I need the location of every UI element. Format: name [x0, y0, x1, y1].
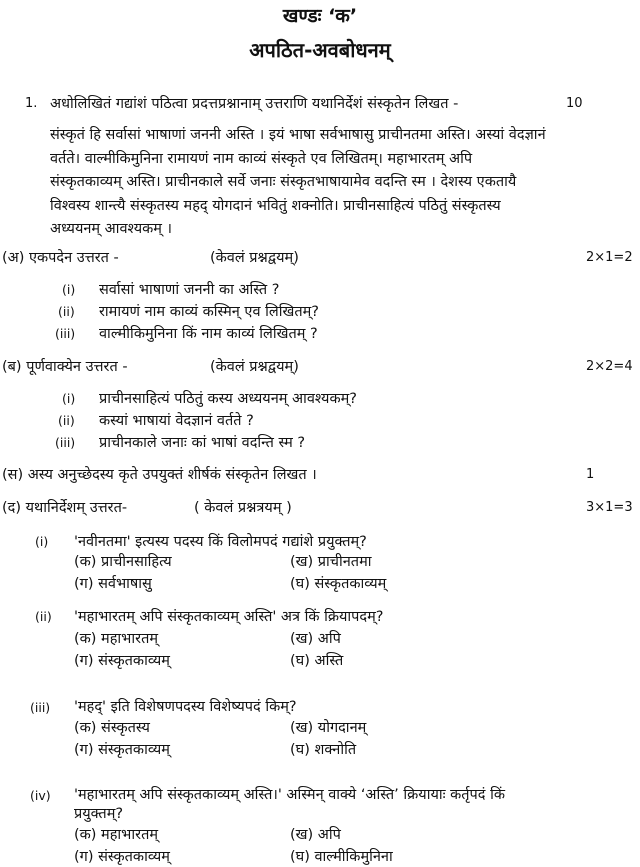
option-ga: (ग) संस्कृतकाव्यम्	[74, 742, 170, 758]
option-ka: (क) महाभारतम्	[74, 827, 159, 843]
section-d-note: ( केवलं प्रश्नत्रयम् )	[194, 500, 292, 516]
section-a-item-text: रामायणं नाम काव्यं कस्मिन् एव लिखितम्?	[99, 304, 319, 320]
passage-line: संस्कृतकाव्यम् अस्ति। प्राचीनकाले सर्वे जनाः संस्कृतभाषायामेव वदन्ति स्म । देशस्य एकतायै	[50, 174, 517, 190]
option-kha: (ख) प्राचीनतमा	[290, 554, 372, 570]
section-a-item-num: (iii)	[55, 326, 76, 341]
section-d-item-num: (iii)	[30, 700, 51, 715]
question-number: 1.	[25, 96, 38, 111]
section-b-item-num: (i)	[62, 391, 76, 406]
section-b-marks: 2×2=4	[586, 359, 633, 374]
section-a-note: (केवलं प्रश्नद्वयम्)	[210, 250, 299, 266]
option-kha: (ख) योगदानम्	[290, 720, 367, 736]
passage-line: वर्तते। वाल्मीकिमुनिना रामायणं नाम काव्यं संस्कृते एव लिखितम्। महाभारतम् अपि	[50, 150, 473, 167]
section-d-item-num: (ii)	[35, 609, 52, 624]
section-c-marks: 1	[586, 467, 595, 482]
passage-line: संस्कृतं हि सर्वासां भाषाणां जननी अस्ति । इयं भाषा सर्वभाषासु प्राचीनतमा अस्ति। अस्यां वेदज्ञानं	[50, 127, 546, 143]
option-ga: (ग) संस्कृतकाव्यम्	[74, 849, 170, 865]
section-d-question: 'महाभारतम् अपि संस्कृतकाव्यम् अस्ति।' अस्मिन् वाक्ये ‘अस्ति’ क्रियायाः कर्तृपदं किं	[74, 787, 505, 803]
section-b-item-num: (ii)	[58, 413, 75, 428]
option-ka: (क) संस्कृतस्य	[74, 720, 150, 736]
section-d-item-num: (iv)	[30, 788, 51, 803]
section-d-question: 'महद्' इति विशेषणपदस्य विशेष्यपदं किम्?	[74, 699, 297, 715]
option-ka: (क) प्राचीनसाहित्य	[74, 554, 172, 570]
main-title: अपठित-अवबोधनम्	[249, 38, 391, 62]
section-a-marks: 2×1=2	[586, 250, 633, 265]
section-c-label: (स) अस्य अनुच्छेदस्य कृते उपयुक्तं शीर्षकं संस्कृतेन लिखत ।	[2, 467, 317, 483]
section-d-label: (द) यथानिर्देशम् उत्तरत-	[2, 500, 128, 516]
section-d-question-cont: प्रयुक्तम्?	[74, 806, 124, 822]
passage-line: विश्वस्य शान्त्यै संस्कृतस्य महद् योगदानं भवितुं शक्नोति। प्राचीनसाहित्यं पठितुं संस्कृतस्य	[50, 197, 501, 214]
section-b-item-text: प्राचीनसाहित्यं पठितुं कस्य अध्ययनम् आवश्यकम्?	[99, 391, 357, 407]
section-a-label: (अ) एकपदेन उत्तरत -	[2, 250, 119, 266]
section-a-item-text: वाल्मीकिमुनिना किं नाम काव्यं लिखितम् ?	[99, 326, 318, 342]
section-d-question: 'महाभारतम् अपि संस्कृतकाव्यम् अस्ति' अत्र किं क्रियापदम्?	[74, 609, 384, 625]
section-b-label: (ब) पूर्णवाक्येन उत्तरत -	[2, 359, 128, 375]
question-instruction: अधोलिखितं गद्यांशं पठित्वा प्रदत्तप्रश्नानाम् उत्तराणि यथानिर्देशं संस्कृतेन लिखत -	[50, 96, 459, 112]
section-b-item-text: कस्यां भाषायां वेदज्ञानं वर्तते ?	[99, 413, 254, 429]
option-gha: (घ) शक्नोति	[290, 742, 357, 758]
option-gha: (घ) वाल्मीकिमुनिना	[290, 849, 393, 865]
section-d-item-num: (i)	[35, 534, 49, 549]
section-a-item-num: (i)	[62, 282, 76, 297]
section-d-marks: 3×1=3	[586, 500, 633, 515]
question-marks: 10	[566, 96, 583, 111]
section-b-item-text: प्राचीनकाले जनाः कां भाषां वदन्ति स्म ?	[99, 435, 306, 451]
option-ga: (ग) संस्कृतकाव्यम्	[74, 653, 170, 669]
section-d-question: 'नवीनतमा' इत्यस्य पदस्य किं विलोमपदं गद्यांशे प्रयुक्तम्?	[74, 534, 367, 550]
option-ka: (क) महाभारतम्	[74, 631, 159, 647]
option-kha: (ख) अपि	[290, 631, 341, 647]
passage	[50, 124, 635, 242]
section-b-item-num: (iii)	[55, 435, 76, 450]
section-b-note: (केवलं प्रश्नद्वयम्)	[210, 359, 299, 375]
section-title: खण्डः ‘क’	[282, 5, 358, 27]
passage-line: अध्ययनम् आवश्यकम् ।	[50, 221, 173, 237]
option-kha: (ख) अपि	[290, 827, 341, 843]
option-gha: (घ) संस्कृतकाव्यम्	[290, 576, 387, 592]
section-a-item-text: सर्वासां भाषाणां जननी का अस्ति ?	[99, 282, 280, 298]
section-a-item-num: (ii)	[58, 304, 75, 319]
option-ga: (ग) सर्वभाषासु	[74, 576, 152, 592]
option-gha: (घ) अस्ति	[290, 653, 344, 669]
